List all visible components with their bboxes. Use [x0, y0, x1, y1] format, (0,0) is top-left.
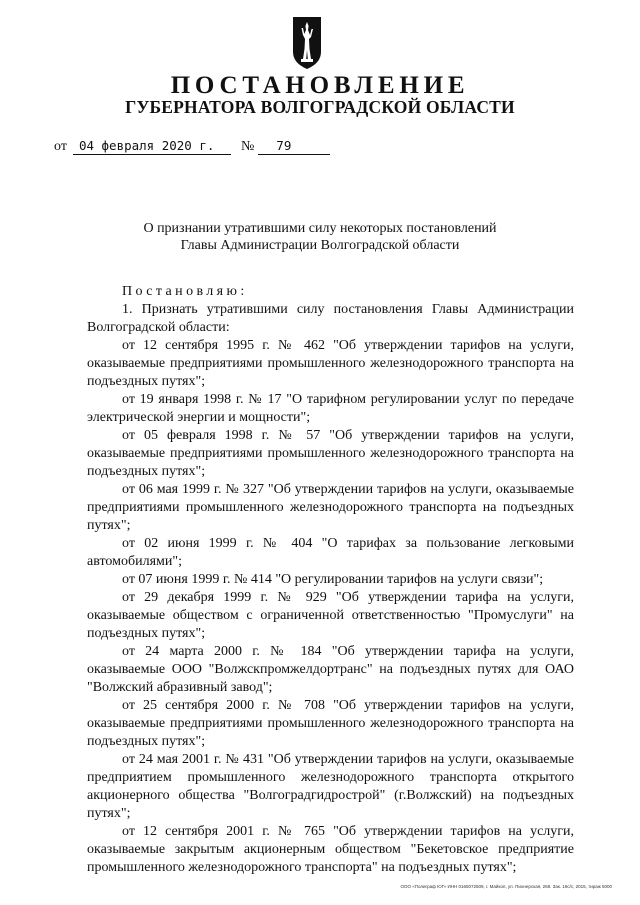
subject-line-2: Главы Администрации Волгоградской области [180, 238, 460, 253]
document-subject [0, 220, 640, 254]
number-value: 79 [258, 138, 330, 155]
print-info: ООО «Полиграф ЮГ» ИНН 0165072509, г. Майкоп, ул. Пионерская, 268. Зак. 19с/с, 2015, тираж 5000 [400, 884, 612, 889]
list-item: от 29 декабря 1999 г. № 929 "Об утверждении тарифа на услуги, оказываемые обществом с ограниченной ответственностью "Промуслуги" на подъездных путях"; [87, 590, 574, 641]
list-item: от 06 мая 1999 г. № 327 "Об утверждении тарифов на услуги, оказываемые предприятиями промышленного железнодорожного транспорта на подъездных путях"; [87, 482, 574, 533]
document-title: ПОСТАНОВЛЕНИЕ [170, 72, 470, 99]
list-item: от 24 марта 2000 г. № 184 "Об утверждении тарифа на услуги, оказываемые ООО "Волжскпромжелдортранс" на подъездных путях для ОАО "Волжский абразивный завод"; [87, 644, 574, 695]
document-body [87, 283, 574, 877]
clause-1: 1. Признать утратившими силу постановления Главы Администрации Волгоградской области: [87, 302, 574, 335]
list-item: от 25 сентября 2000 г. № 708 "Об утверждении тарифов на услуги, оказываемые предприятиями промышленного железнодорожного транспорта на подъездных путях"; [87, 698, 574, 749]
list-item: от 12 сентября 1995 г. № 462 "Об утверждении тарифов на услуги, оказываемые предприятиями промышленного железнодорожного транспорта на подъездных путях"; [87, 338, 574, 389]
list-item: от 24 мая 2001 г. № 431 "Об утверждении тарифов на услуги, оказываемые предприятием промышленного железнодорожного транспорта открытого акционерного общества "Волгоградгидрострой" (г.Волжский) на подъездных путях"; [87, 752, 574, 821]
list-item: от 19 января 1998 г. № 17 "О тарифном регулировании услуг по передаче электрической энергии и мощности"; [87, 392, 574, 425]
subject-line-1: О признании утратившими силу некоторых постановлений [143, 221, 497, 236]
list-item: от 07 июня 1999 г. № 414 "О регулировании тарифов на услуги связи"; [122, 572, 544, 587]
list-item: от 05 февраля 1998 г. № 57 "Об утверждении тарифов на услуги, оказываемые предприятиями промышленного железнодорожного транспорта на подъездных путях"; [87, 428, 574, 479]
number-label: № [240, 139, 255, 154]
date-number-line [54, 138, 330, 155]
document-subtitle: ГУБЕРНАТОРА ВОЛГОГРАДСКОЙ ОБЛАСТИ [125, 97, 515, 117]
date-label: от [54, 139, 67, 154]
coat-of-arms-icon [292, 16, 322, 70]
preamble: Постановляю: [122, 284, 248, 299]
list-item: от 02 июня 1999 г. № 404 "О тарифах за пользование легковыми автомобилями"; [87, 536, 574, 569]
list-item: от 12 сентября 2001 г. № 765 "Об утверждении тарифов на услуги, оказываемые закрытым акционерным обществом "Бекетовское предприятие промышленного железнодорожного транспорта" на подъездных путях"; [87, 824, 574, 875]
date-value: 04 февраля 2020 г. [73, 138, 231, 155]
